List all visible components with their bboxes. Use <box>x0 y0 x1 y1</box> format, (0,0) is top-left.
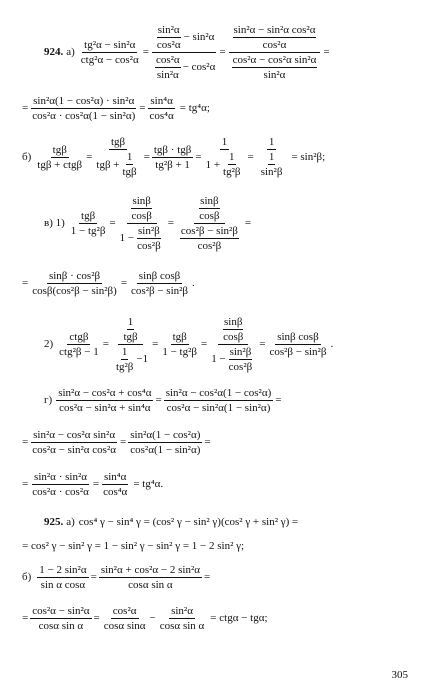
fraction: $\frac{\text{ctgβ}}{\text{ctg²β − 1}}$ <box>59 330 99 358</box>
fraction: $\frac{\text{sin²α − cos²α + cos⁴α}}{\text{cos²α − sin²α + sin⁴α}}$ <box>58 386 152 414</box>
eq-924b: б) $\frac{\text{tgβ}}{\text{tgβ + ctgβ}}$ = tgβ tgβ + $\frac{1}{\text{tgβ}}$ = $\frac{\text{tgβ · tgβ}}{\text{tg²β + 1}}$ = 1 1 + $\frac{1}{\text{tg²β}}$ = $\frac{1}{\frac{1}{\text{sin²β}}}$ = sin²β; <box>22 136 326 178</box>
fraction: $\frac{\text{tg²α − sin²α}}{\text{ctg²α − cos²α}}$ <box>80 38 139 66</box>
text-line: = cos² γ − sin² γ = 1 − sin² γ − sin² γ = 1 − 2 sin² γ; <box>22 540 245 552</box>
subpart-label: б) <box>22 151 32 163</box>
eq-924a-line1: 924. а) $\frac{\text{tg²α − sin²α}}{\text{ctg²α − cos²α}}$ = $\frac{\text{sin²α}}{\text{cos²α}}$ − sin²α $\frac{\text{cos²α}}{\text{sin²α}}$ − cos²α = $\frac{\frac{\text{sin²α − sin²α cos²α}}{\text{cos²α}}}{\frac{\text{cos²α − cos²α sin²α}}{\text{sin²α}}}$ = <box>44 23 330 81</box>
fraction: $\frac{\text{sin⁴α}}{\text{cos⁴α}}$ <box>103 470 128 498</box>
eq-925b-line1: б) $\frac{\text{1 − 2 sin²α}}{\text{sin α cosα}}$ = $\frac{\text{sin²α + cos²α − 2 sin²α}}{\text{cosα sin α}}$ = <box>22 563 211 591</box>
eq-924v1-line2: = $\frac{\text{sinβ · cos²β}}{\text{cosβ(cos²β − sin²β)}}$ = $\frac{\text{sinβ cosβ}}{\text{cos²β − sin²β}}$ . <box>22 269 195 297</box>
compound-fraction: tgβ tgβ + $\frac{1}{\text{tgβ}}$ <box>96 136 137 178</box>
eq-924g-line1: г) $\frac{\text{sin²α − cos²α + cos⁴α}}{\text{cos²α − sin²α + sin⁴α}}$ = $\frac{\text{sin²α − cos²α(1 − cos²α)}}{\text{cos²α − sin²α(1 − sin²α)}}$ = <box>44 386 282 414</box>
eq-924g-line3: = $\frac{\text{sin²α · sin²α}}{\text{cos²α · cos²α}}$ = $\frac{\text{sin⁴α}}{\text{cos⁴α}}$ = tg⁴α. <box>22 470 164 498</box>
eq-924v2: 2) $\frac{\text{ctgβ}}{\text{ctg²β − 1}}$ = $\frac{1}{\text{tgβ}}$ $\frac{1}{\text{tg²β}}$ −1 = $\frac{\text{tgβ}}{\text{1 − tg²β}}$ = $\frac{\sin\beta}{\cos\beta}$ 1 − $\frac{\text{sin²β}}{\text{cos²β}}$ = $\frac{\text{sinβ cosβ}}{\text{cos²β − sin²β}}$ . <box>44 315 334 373</box>
problem-number-925: 925. <box>44 516 64 528</box>
fraction: $\frac{\text{cos²α − sin²α}}{\text{cosα sin α}}$ <box>32 604 90 632</box>
eq-924v1-line1: в) 1) $\frac{\text{tgβ}}{\text{1 − tg²β}}$ = $\frac{\sin\beta}{\cos\beta}$ 1 − $\frac{\text{sin²β}}{\text{cos²β}}$ = $\frac{\frac{\sin\beta}{\cos\beta}}{\frac{\text{cos²β − sin²β}}{\text{cos²β}}}$ = <box>44 194 252 252</box>
eq-925b-line2: = $\frac{\text{cos²α − sin²α}}{\text{cosα sin α}}$ = $\frac{\text{cos²α}}{\text{cosα sinα}}$ − $\frac{\text{sin²α}}{\text{cosα sin α}}$ = ctgα − tgα; <box>22 604 268 632</box>
text-line: cos⁴ γ − sin⁴ γ = (cos² γ − sin² γ)(cos² γ + sin² γ) = <box>78 516 299 528</box>
fraction: $\frac{\text{cos²α}}{\text{cosα sinα}}$ <box>103 604 146 632</box>
fraction: $\frac{\text{sin²α − cos²α sin²α}}{\text{cos²α − sin²α cos²α}}$ <box>32 428 117 456</box>
fraction: $\frac{\text{sin²α(1 − cos²α) · sin²α}}{\text{cos²α · cos²α(1 − sin²α)}}$ <box>32 94 136 122</box>
fraction: $\frac{\text{tgβ · tgβ}}{\text{tg²β + 1}}$ <box>153 143 192 171</box>
compound-fraction: $\frac{\frac{\text{sin²α − sin²α cos²α}}{\text{cos²α}}}{\frac{\text{cos²α − cos²α sin²α}}{\text{sin²α}}}$ <box>228 24 322 81</box>
eq-925a-line1 <box>0 516 440 528</box>
fraction: $\frac{\text{tgβ}}{\text{1 − tg²β}}$ <box>70 209 106 237</box>
fraction: $\frac{\text{sinβ · cos²β}}{\text{cosβ(cos²β − sin²β)}}$ <box>32 269 117 297</box>
page-number: 305 <box>391 669 408 681</box>
fraction: $\frac{\text{1 − 2 sin²α}}{\text{sin α cosα}}$ <box>39 563 87 591</box>
compound-fraction: $\frac{\text{sin²α}}{\text{cos²α}}$ − sin²α $\frac{\text{cos²α}}{\text{sin²α}}$ − cos²α <box>151 24 217 81</box>
eq-924a-line2: = $\frac{\text{sin²α(1 − cos²α) · sin²α}}{\text{cos²α · cos²α(1 − sin²α)}}$ = $\frac{\text{sin⁴α}}{\text{cos⁴α}}$ = tg⁴α; <box>22 94 210 122</box>
compound-fraction: 1 1 + $\frac{1}{\text{tg²β}}$ <box>205 136 241 178</box>
compound-fraction: $\frac{1}{\frac{1}{\text{sin²β}}}$ <box>260 136 283 178</box>
subpart-label: а) <box>66 46 75 58</box>
problem-number-924: 924. <box>44 46 64 58</box>
eq-924g-line2: = $\frac{\text{sin²α − cos²α sin²α}}{\text{cos²α − sin²α cos²α}}$ = $\frac{\text{sin²α(1 − cos²α)}}{\text{cos²α(1 − sin²α)}}$ = <box>22 428 211 456</box>
subpart-label: а) <box>66 516 75 528</box>
fraction: $\frac{\text{sin⁴α}}{\text{cos⁴α}}$ <box>149 94 174 122</box>
compound-fraction: $\frac{\sin\beta}{\cos\beta}$ 1 − $\frac{\text{sin²β}}{\text{cos²β}}$ <box>119 194 161 252</box>
eq-925a-line2 <box>0 540 440 552</box>
compound-fraction: $\frac{1}{\text{tgβ}}$ $\frac{1}{\text{tg²β}}$ −1 <box>115 315 149 373</box>
subpart-label: 2) <box>44 338 54 350</box>
fraction: $\frac{\text{tgβ}}{\text{tgβ + ctgβ}}$ <box>37 143 83 171</box>
fraction: $\frac{\text{sin²α · sin²α}}{\text{cos²α · cos²α}}$ <box>32 470 89 498</box>
subpart-label: б) <box>22 571 32 583</box>
compound-fraction: $\frac{\sin\beta}{\cos\beta}$ 1 − $\frac{\text{sin²β}}{\text{cos²β}}$ <box>211 315 253 373</box>
subpart-label: г) <box>44 394 53 406</box>
fraction: $\frac{\text{sinβ cosβ}}{\text{cos²β − sin²β}}$ <box>131 269 189 297</box>
fraction: $\frac{\text{sinβ cosβ}}{\text{cos²β − sin²β}}$ <box>269 330 327 358</box>
fraction: $\frac{\text{tgβ}}{\text{1 − tg²β}}$ <box>162 330 197 358</box>
fraction: $\frac{\text{sin²α + cos²α − 2 sin²α}}{\text{cosα sin α}}$ <box>100 563 201 591</box>
fraction: $\frac{\text{sin²α}}{\text{cosα sin α}}$ <box>159 604 205 632</box>
compound-fraction: $\frac{\frac{\sin\beta}{\cos\beta}}{\frac{\text{cos²β − sin²β}}{\text{cos²β}}}$ <box>180 194 238 252</box>
fraction: $\frac{\text{sin²α − cos²α(1 − cos²α)}}{\text{cos²α − sin²α(1 − sin²α)}}$ <box>165 386 272 414</box>
subpart-label: в) 1) <box>44 217 65 229</box>
fraction: $\frac{\text{sin²α(1 − cos²α)}}{\text{cos²α(1 − sin²α)}}$ <box>130 428 201 456</box>
